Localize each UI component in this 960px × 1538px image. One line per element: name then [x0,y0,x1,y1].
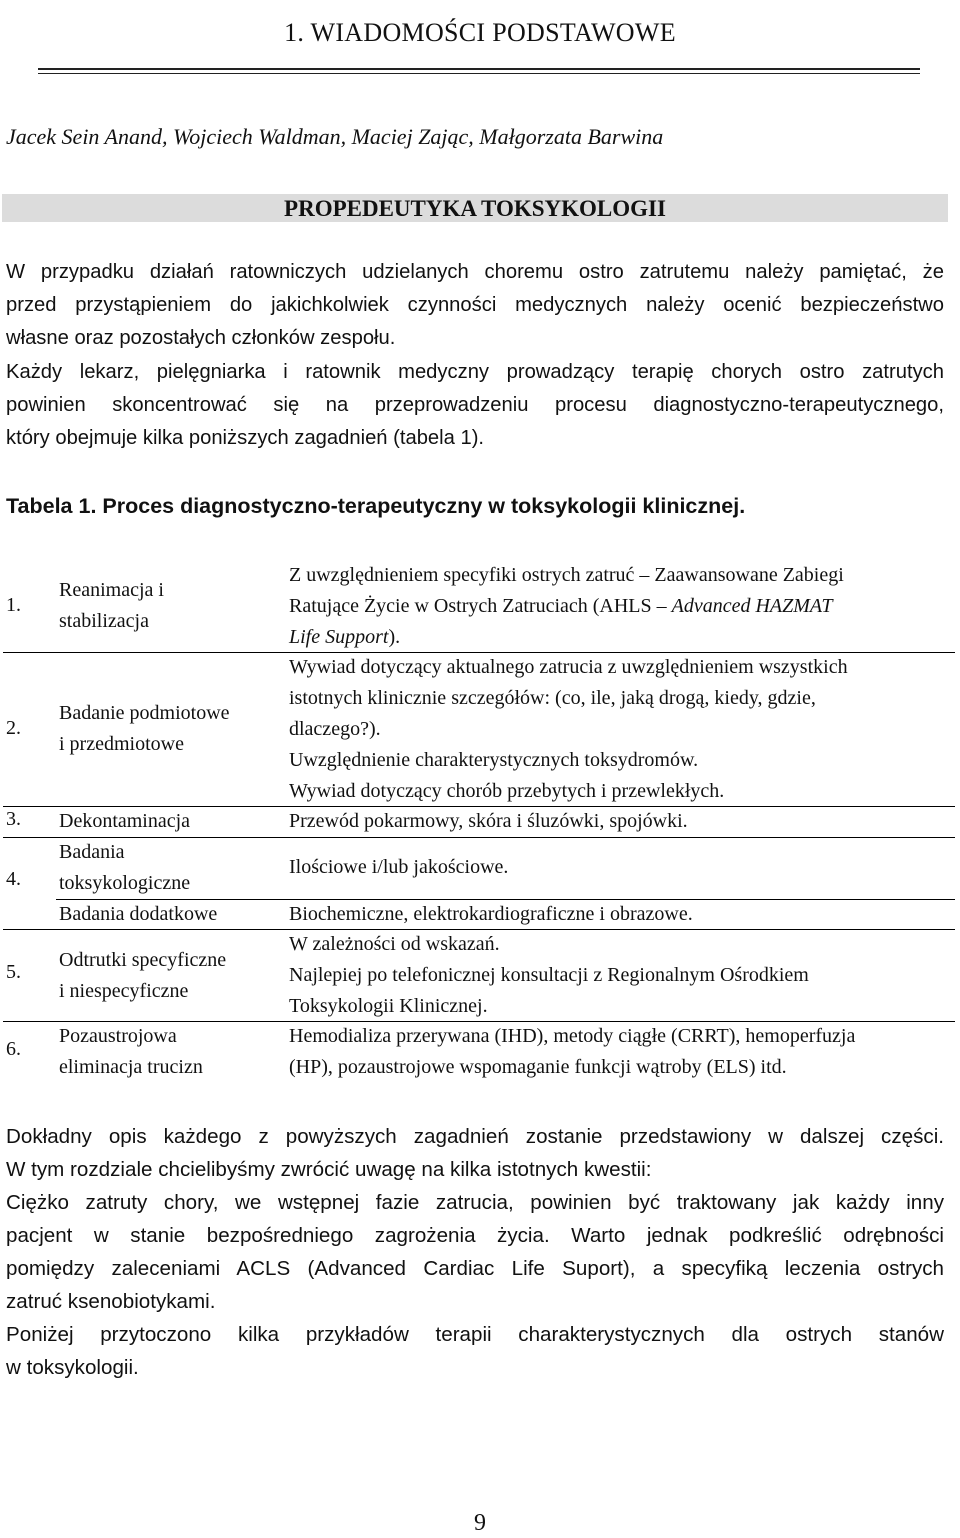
authors: Jacek Sein Anand, Wojciech Waldman, Maciej Zając, Małgorzata Barwina [6,124,664,149]
paragraph-line: Każdy lekarz, pielęgniarka i ratownik medyczny prowadzący terapię chorych ostro zatrutych [6,361,944,383]
row-description: Z uwzględnieniem specyfiki ostrych zatruć – Zaawansowane Zabiegi Ratujące Życie w Ostrych Zatruciach (AHLS – Advanced HAZMAT Life Support). [289,560,949,653]
section-title-bar [2,194,948,222]
chapter-rule-top [38,68,920,70]
row-number: 4. [6,868,21,890]
intro-line: przed przystąpieniem do jakichkolwiek czynności medycznych należy ocenić bezpieczeństwo [6,294,944,316]
row-number: 2. [6,717,21,739]
closing-line: w toksykologii. [6,1356,139,1379]
ahls-line: Ratujące Życie w Ostrych Zatruciach (AHLS – Advanced HAZMAT [289,595,833,617]
row-step-name: Pozaustrojowa eliminacja trucizn [59,1025,203,1078]
closing-line: W tym rozdziale chcielibyśmy zwrócić uwagę na kilka istotnych kwestii: [6,1158,652,1181]
closing-line: Ciężko zatruty chory, we wstępnej fazie zatrucia, powinien być traktowany jak każdy inny [6,1191,944,1214]
row-substep-name: Badania dodatkowe [59,903,218,925]
section-title: PROPEDEUTYKA TOKSYKOLOGII [284,196,666,221]
row-step-name: Badanie podmiotowe i przedmiotowe [59,702,230,755]
paragraph-line: który obejmuje kilka poniższych zagadnień (tabela 1). [6,427,485,449]
paragraph-line: powinien skoncentrować się na przeprowadzeniu procesu diagnostyczno-terapeutycznego, [6,394,944,416]
closing-line: pomiędzy zaleceniami ACLS (Advanced Cardiac Life Suport), a specyfiką leczenia ostrych [6,1257,944,1280]
row-description: Hemodializa przerywana (IHD), metody ciągłe (CRRT), hemoperfuzja (HP), pozaustrojowe wspomaganie funkcji wątroby (ELS) itd. [289,1025,856,1078]
row-number: 6. [6,1038,21,1060]
row-step-name: Reanimacja i stabilizacja [59,579,164,632]
row-description: Wywiad dotyczący aktualnego zatrucia z uwzględnieniem wszystkich istotnych klinicznie szczegółów: (co, ile, jaką drogą, kiedy, gdzie, dlaczego?). Uwzględnienie charakterystycznych toksydromów. Wywiad dotyczący chorób przebytych i przewlekłych. [289,656,848,802]
closing-paragraph [6,1120,944,1384]
intro-line: własne oraz pozostałych członków zespołu. [6,327,396,349]
intro-line: W przypadku działań ratowniczych udzielanych choremu ostro zatrutemu należy pamiętać, że [6,261,944,283]
chapter-rule-bottom [38,73,920,74]
row-number: 1. [6,594,21,616]
row-number: 3. [6,808,21,830]
row-number: 5. [6,961,21,983]
closing-line: Poniżej przytoczono kilka przykładów terapii charakterystycznych dla ostrych stanów [6,1323,944,1346]
row-step-name: Dekontaminacja [59,810,191,832]
closing-line: zatruć ksenobiotykami. [6,1290,216,1313]
row-substep-description: Biochemiczne, elektrokardiograficzne i obrazowe. [289,903,693,925]
table-caption: Tabela 1. Proces diagnostyczno-terapeutyczny w toksykologii klinicznej. [6,494,746,518]
ahls-line-cont: Life Support). [289,626,401,648]
row-description: Przewód pokarmowy, skóra i śluzówki, spojówki. [289,810,688,832]
row-step-name: Odtrutki specyficzne i niespecyficzne [59,949,227,1002]
row-description: Ilościowe i/lub jakościowe. [289,856,509,878]
second-paragraph [6,356,944,455]
chapter-title: 1. WIADOMOŚCI PODSTAWOWE [284,18,676,47]
intro-paragraph [6,256,944,355]
row-description: W zależności od wskazań. Najlepiej po telefonicznej konsultacji z Regionalnym Ośrodkiem Toksykologii Klinicznej. [289,933,809,1017]
closing-line: Dokładny opis każdego z powyższych zagadnień zostanie przedstawiony w dalszej części. [6,1125,944,1148]
row-step-name: Badania toksykologiczne [59,841,191,894]
closing-line: pacjent w stanie bezpośredniego zagrożenia życia. Warto jednak podkreślić odrębności [6,1224,944,1247]
page-number: 9 [474,1510,486,1536]
